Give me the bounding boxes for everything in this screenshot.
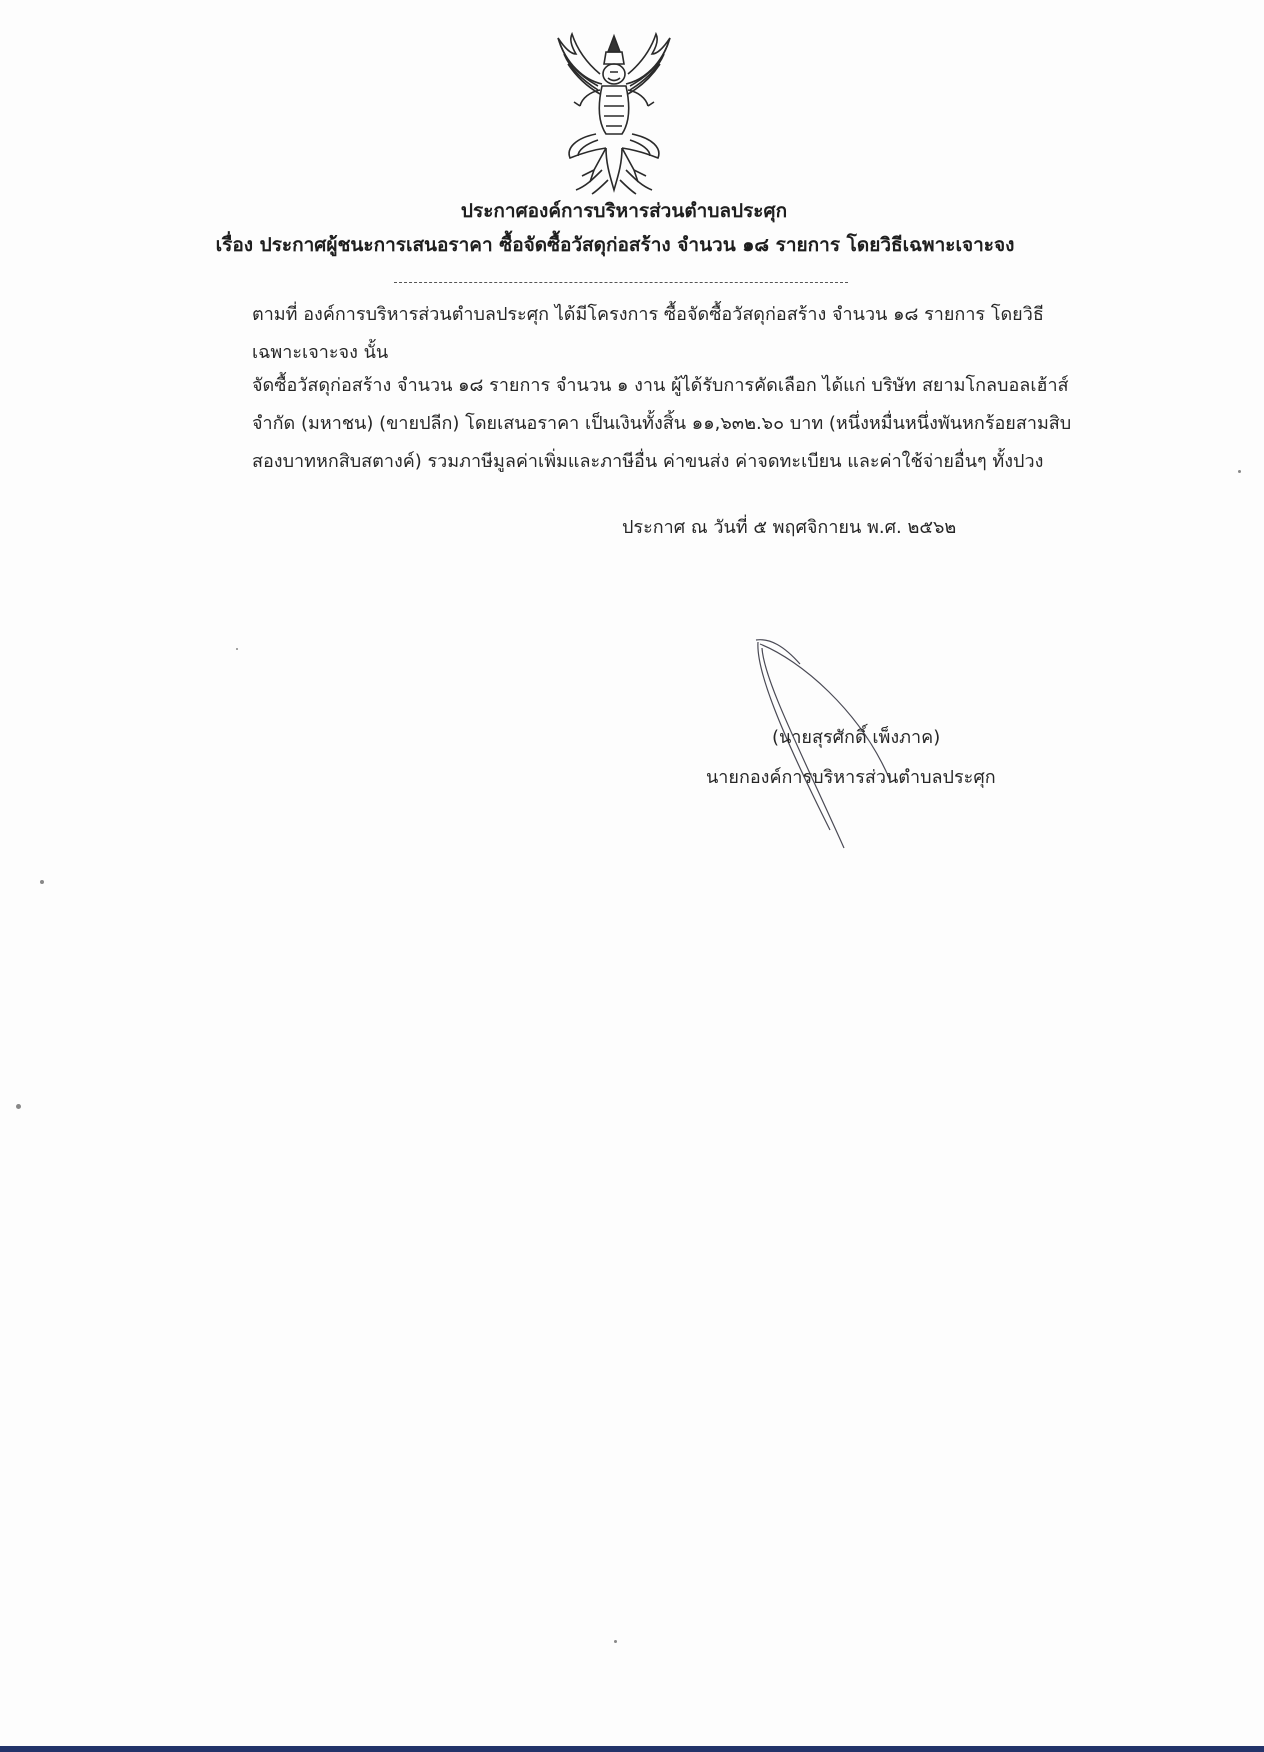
body-paragraph-2 (152, 367, 1087, 481)
scan-speck (16, 1104, 21, 1109)
signatory-position: นายกองค์การบริหารส่วนตำบลประศุก (706, 767, 996, 788)
body-paragraph-1 (152, 296, 1087, 372)
organization-heading: ประกาศองค์การบริหารส่วนตำบลประศุก (460, 200, 788, 222)
paragraph-2-text: จัดซื้อวัสดุก่อสร้าง จำนวน ๑๘ รายการ จำนวน ๑ งาน ผู้ได้รับการคัดเลือก ได้แก่ บริษัท สยามโกลบอลเฮ้าส์ จำกัด (มหาชน) (ขายปลีก) โดยเสนอราคา เป็นเงินทั้งสิ้น ๑๑,๖๓๒.๖๐ บาท (หนึ่งหมื่นหนึ่งพันหกร้อยสามสิบสองบาทหกสิบสตางค์) รวมภาษีมูลค่าเพิ่มและภาษีอื่น ค่าขนส่ง ค่าจดทะเบียน และค่าใช้จ่ายอื่นๆ ทั้งปวง (252, 375, 1072, 472)
signatory-name: (นายสุรศักดิ์ เพ็งภาค) (772, 727, 941, 748)
subject-heading: เรื่อง ประกาศผู้ชนะการเสนอราคา ซื้อจัดซื้อวัสดุก่อสร้าง จำนวน ๑๘ รายการ โดยวิธีเฉพาะเจาะจง (215, 234, 1015, 256)
scan-speck (40, 880, 44, 884)
heading-divider (394, 282, 848, 283)
garuda-emblem-icon (536, 30, 692, 198)
scan-speck (1238, 470, 1241, 473)
announcement-date: ประกาศ ณ วันที่ ๕ พฤศจิกายน พ.ศ. ๒๕๖๒ (622, 517, 957, 538)
scan-speck (614, 1640, 617, 1643)
scan-speck (236, 648, 238, 650)
scan-bottom-border (0, 1746, 1264, 1752)
paragraph-1-text: ตามที่ องค์การบริหารส่วนตำบลประศุก ได้มีโครงการ ซื้อจัดซื้อวัสดุก่อสร้าง จำนวน ๑๘ รายการ โดยวิธีเฉพาะเจาะจง นั้น (252, 304, 1044, 363)
